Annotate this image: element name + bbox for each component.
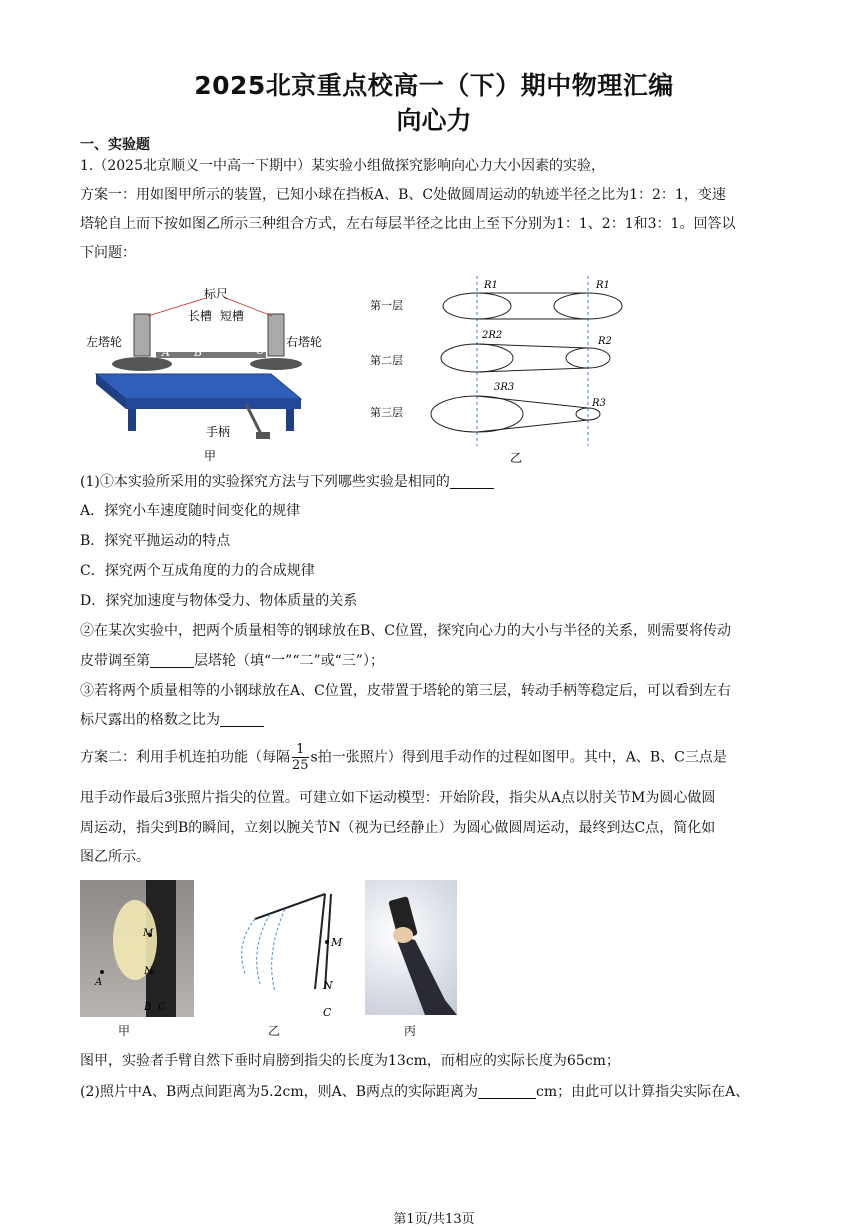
- fraction-numerator: 1: [292, 742, 309, 758]
- sub-question-2-line2: [80, 647, 792, 676]
- label-handle: 手柄: [206, 425, 231, 439]
- model-label-c: C: [323, 1006, 332, 1019]
- option-c: C．探究两个互成角度的力的合成规律: [80, 563, 315, 579]
- option-d: D．探究加速度与物体受力、物体质量的关系: [80, 593, 358, 609]
- plan1-line2: 塔轮自上而下按如图乙所示三种组合方式，左右每层半径之比由上至下分别为1：1、2：1和3：1。回答以: [80, 216, 736, 232]
- sub-question-1-text: (1)①本实验所采用的实验探究方法与下列哪些实验是相同的: [80, 474, 450, 490]
- figure-note: 图甲，实验者手臂自然下垂时肩膀到指尖的长度为13cm，而相应的实际长度为65cm；: [80, 1053, 620, 1069]
- label-right-wheel: 右塔轮: [286, 335, 323, 349]
- plan2-text-b: s拍一张照片）得到甩手动作的过程如图甲。其中，A、B、C三点是: [310, 749, 727, 766]
- sub-question-3-line1: ③若将两个质量相等的小钢球放在A、C位置，皮带置于塔轮的第三层，转动手柄等稳定后，可以看到左右: [80, 683, 731, 699]
- caption-phone-bing: 丙: [404, 1024, 417, 1038]
- label-b: B: [194, 346, 203, 359]
- caption-jia: 甲: [204, 449, 217, 463]
- plan2-line4: 图乙所示。: [80, 849, 150, 865]
- photo-label-a: A: [95, 977, 103, 988]
- label-a: A: [162, 346, 170, 359]
- sub2-text-a: 皮带调至第: [80, 653, 150, 669]
- photo-label-n: N: [144, 966, 153, 977]
- sub-question-3-line2: [80, 706, 792, 735]
- plan1-line3: 下问题：: [80, 245, 136, 261]
- photo-label-c: C: [158, 1002, 166, 1013]
- page-subtitle: 向心力: [396, 106, 472, 135]
- model-label-n: N: [323, 979, 333, 992]
- answer-blank-1[interactable]: [450, 472, 494, 489]
- pulley-diagram: [370, 276, 630, 466]
- plan2-line2: 甩手动作最后3张照片指尖的位置。可建立如下运动模型：开始阶段，指尖从A点以肘关节M为圆心做圆: [80, 790, 716, 806]
- fraction: [292, 742, 309, 773]
- apparatus-figure: [86, 284, 323, 464]
- label-changcao: 长槽: [188, 309, 213, 323]
- r2-right: R2: [598, 336, 612, 347]
- r3-left: 3R3: [494, 382, 515, 393]
- sub3-text: 标尺露出的格数之比为: [80, 712, 220, 728]
- r2-left: 2R2: [482, 330, 503, 341]
- plan2-text-a: 方案二：利用手机连拍功能（每隔: [80, 749, 290, 766]
- label-biaochi: 标尺: [204, 287, 229, 301]
- answer-blank-3[interactable]: [220, 710, 264, 727]
- plan2-line1: [80, 742, 792, 773]
- option-a: A．探究小车速度随时间变化的规律: [80, 503, 301, 519]
- layer3-label: 第三层: [370, 406, 403, 419]
- answer-blank-4[interactable]: [478, 1082, 536, 1099]
- layer2-label: 第二层: [370, 354, 403, 367]
- question-intro: 1.（2025北京顺义一中高一下期中）某实验小组做探究影响向心力大小因素的实验，: [80, 158, 605, 174]
- layer1-label: 第一层: [370, 299, 403, 312]
- plan1-line1: 方案一：用如图甲所示的装置，已知小球在挡板A、B、C处做圆周运动的轨迹半径之比为1：2：1，变速: [80, 187, 726, 203]
- caption-model-yi: 乙: [268, 1024, 281, 1038]
- phone-photo: [365, 880, 457, 1015]
- r3-right: R3: [592, 398, 606, 409]
- hand-photo: [80, 880, 194, 1017]
- caption-yi: 乙: [510, 451, 523, 465]
- q2-text-a: (2)照片中A、B两点间距离为5.2cm，则A、B两点的实际距离为: [80, 1084, 479, 1100]
- answer-blank-2[interactable]: [150, 651, 194, 668]
- r1-left: R1: [484, 280, 498, 291]
- section-heading: 一、实验题: [80, 137, 150, 153]
- option-b: B．探究平抛运动的特点: [80, 533, 231, 549]
- r1-right: R1: [596, 280, 610, 291]
- label-duancao: 短槽: [220, 309, 245, 323]
- label-left-wheel: 左塔轮: [86, 335, 123, 349]
- model-label-m: M: [331, 936, 343, 949]
- q2-text-b: cm；由此可以计算指尖实际在A、: [536, 1084, 750, 1100]
- plan2-line3: 周运动，指尖到B的瞬间，立刻以腕关节N（视为已经静止）为圆心做圆周运动，最终到达C点，简化如: [80, 820, 716, 836]
- page-title: 2025北京重点校高一（下）期中物理汇编: [194, 71, 674, 100]
- label-c: C: [256, 344, 265, 357]
- sub2-text-b: 层塔轮（填“一”“二”或“三”）；: [194, 653, 384, 669]
- sub-question-2-line1: ②在某次实验中，把两个质量相等的钢球放在B、C位置，探究向心力的大小与半径的关系，则需要将传动: [80, 623, 731, 639]
- sub-question-q2: [80, 1078, 792, 1107]
- photo-label-b: B: [144, 1002, 152, 1013]
- caption-photo-jia: 甲: [118, 1024, 131, 1038]
- photo-label-m: M: [143, 928, 154, 939]
- sub-question-1: [80, 468, 792, 497]
- arm-model-diagram: [215, 884, 345, 1024]
- fraction-denominator: 25: [292, 758, 309, 773]
- page-footer: 第1页/共13页: [393, 1212, 475, 1227]
